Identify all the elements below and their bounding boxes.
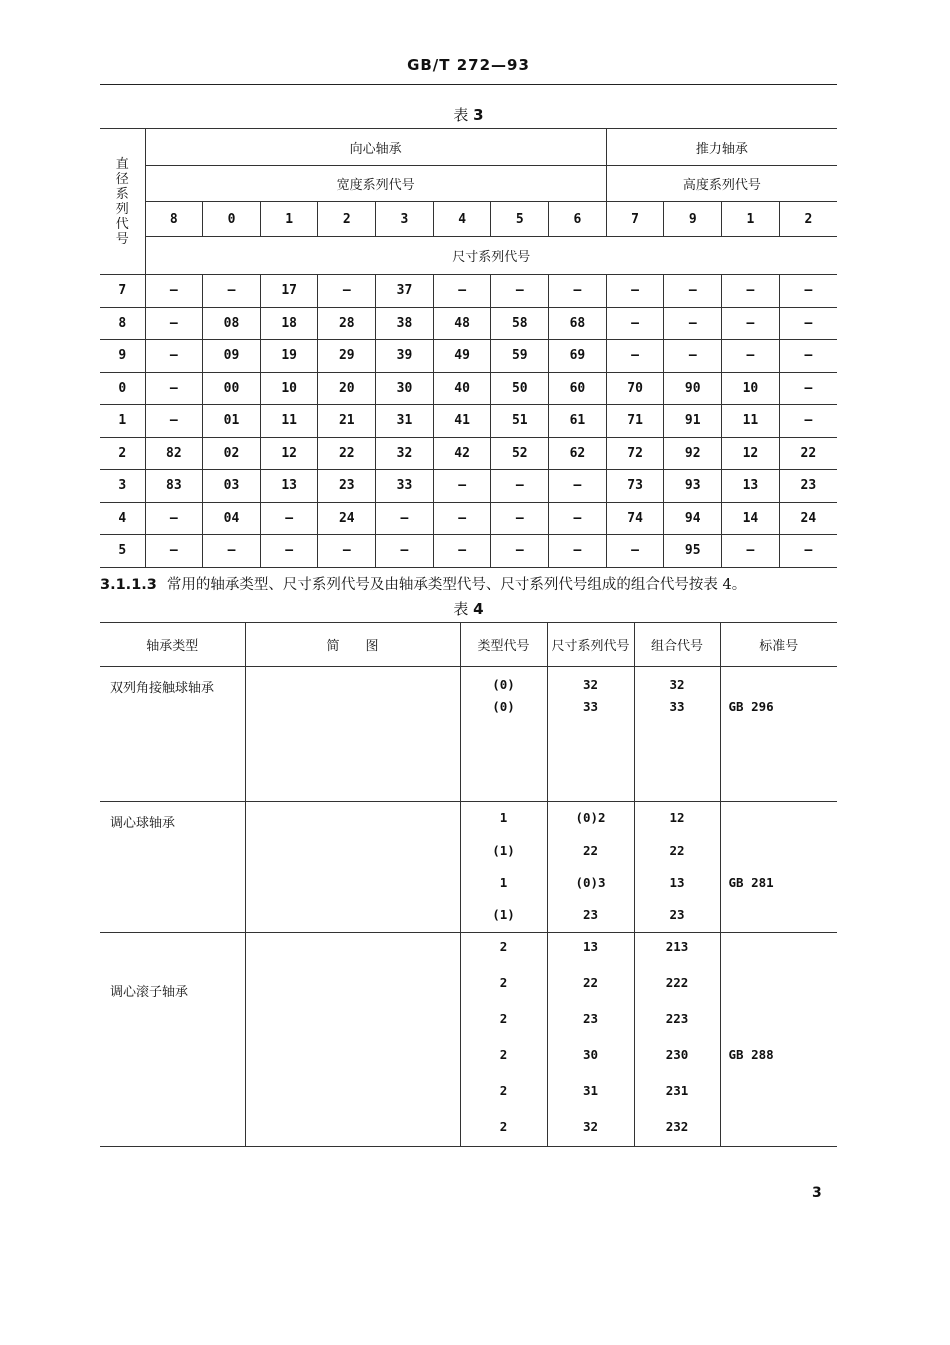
size-series-cell: 41 bbox=[433, 405, 491, 438]
size-series-cell: — bbox=[549, 470, 607, 503]
size-series-cell: 23 bbox=[318, 470, 376, 503]
diameter-series-code: 4 bbox=[100, 502, 145, 535]
type-code-value: 1 bbox=[499, 875, 508, 890]
type-code-value: 2 bbox=[499, 1119, 508, 1134]
size-series-cell: 91 bbox=[664, 405, 722, 438]
size-series-cell: 48 bbox=[433, 307, 491, 340]
table4-title-prefix: 表 bbox=[453, 600, 469, 618]
bearing-type-name: 双列角接触球轴承 bbox=[100, 667, 245, 802]
size-codes-cell bbox=[547, 802, 634, 933]
size-series-cell: 00 bbox=[203, 372, 261, 405]
size-series-cell: 83 bbox=[145, 470, 203, 503]
size-series-cell: — bbox=[203, 275, 261, 308]
size-series-cell: 33 bbox=[376, 470, 434, 503]
size-series-cell: — bbox=[318, 275, 376, 308]
size-series-cell: — bbox=[779, 405, 837, 438]
size-series-cell: 12 bbox=[260, 437, 318, 470]
series-code-header: 1 bbox=[260, 202, 318, 237]
combo-code-value: 32 bbox=[669, 677, 685, 692]
row-header-char: 代 bbox=[115, 216, 129, 232]
size-series-cell: — bbox=[433, 535, 491, 568]
diameter-series-code: 7 bbox=[100, 275, 145, 308]
size-series-cell: — bbox=[606, 535, 664, 568]
size-series-cell: 29 bbox=[318, 340, 376, 373]
size-code-value: 23 bbox=[582, 907, 599, 922]
size-series-cell: 10 bbox=[722, 372, 780, 405]
size-series-cell: 94 bbox=[664, 502, 722, 535]
size-series-cell: — bbox=[722, 535, 780, 568]
size-series-cell: — bbox=[491, 275, 549, 308]
size-series-cell: — bbox=[606, 275, 664, 308]
diagram-cell bbox=[245, 802, 460, 933]
diameter-series-code: 0 bbox=[100, 372, 145, 405]
type-code-value: 2 bbox=[499, 939, 508, 954]
size-series-cell: 71 bbox=[606, 405, 664, 438]
size-series-cell: 19 bbox=[260, 340, 318, 373]
combo-code-value: 22 bbox=[669, 843, 685, 858]
row-header-char: 系 bbox=[115, 186, 129, 202]
header-standard-number: 标准号 bbox=[720, 623, 837, 667]
bearing-group-row bbox=[100, 933, 837, 1147]
size-codes-cell bbox=[547, 667, 634, 802]
size-series-cell: 11 bbox=[722, 405, 780, 438]
size-series-cell: 59 bbox=[491, 340, 549, 373]
size-code-value: 32 bbox=[582, 1119, 599, 1134]
group-radial-bearing: 向心轴承 bbox=[145, 129, 606, 166]
size-series-cell: — bbox=[664, 275, 722, 308]
table3-title-number: 3 bbox=[473, 106, 484, 124]
type-code-value: 2 bbox=[499, 1011, 508, 1026]
size-series-cell: 13 bbox=[260, 470, 318, 503]
size-series-cell: 74 bbox=[606, 502, 664, 535]
size-series-cell: 93 bbox=[664, 470, 722, 503]
size-series-cell: 40 bbox=[433, 372, 491, 405]
size-series-cell: — bbox=[145, 275, 203, 308]
size-series-cell: 70 bbox=[606, 372, 664, 405]
table-row bbox=[100, 275, 837, 308]
size-series-cell: — bbox=[779, 535, 837, 568]
size-series-cell: 61 bbox=[549, 405, 607, 438]
row-header-char: 径 bbox=[115, 171, 129, 187]
size-code-value: 30 bbox=[582, 1047, 599, 1062]
size-series-cell: — bbox=[779, 307, 837, 340]
combo-code-value: 231 bbox=[665, 1083, 689, 1098]
diameter-series-code: 8 bbox=[100, 307, 145, 340]
size-code-value: 23 bbox=[582, 1011, 599, 1026]
size-series-cell: 60 bbox=[549, 372, 607, 405]
table-row bbox=[100, 340, 837, 373]
table-row bbox=[100, 405, 837, 438]
row-header-char: 号 bbox=[115, 231, 129, 247]
size-series-cell: — bbox=[491, 470, 549, 503]
size-series-cell: — bbox=[376, 502, 434, 535]
header-rule bbox=[100, 84, 837, 85]
table3-title bbox=[100, 104, 837, 125]
row-header-char: 列 bbox=[115, 201, 129, 217]
size-series-cell: — bbox=[318, 535, 376, 568]
header-diagram: 简 图 bbox=[245, 623, 460, 667]
size-series-cell: — bbox=[145, 340, 203, 373]
size-series-cell: — bbox=[664, 340, 722, 373]
bearing-group-row bbox=[100, 667, 837, 802]
type-codes-cell bbox=[460, 802, 547, 933]
series-code-header: 8 bbox=[145, 202, 203, 237]
combo-code-value: 232 bbox=[665, 1119, 689, 1134]
size-series-cell: 82 bbox=[145, 437, 203, 470]
size-series-cell: — bbox=[260, 535, 318, 568]
type-codes-cell bbox=[460, 933, 547, 1147]
thrust-height-series-header: 高度系列代号 bbox=[606, 166, 837, 202]
series-code-header: 1 bbox=[722, 202, 780, 237]
standard-number: GB 281 bbox=[728, 875, 774, 890]
combo-code-value: 12 bbox=[669, 810, 685, 825]
size-series-cell: 12 bbox=[722, 437, 780, 470]
type-codes-cell bbox=[460, 667, 547, 802]
size-series-cell: 32 bbox=[376, 437, 434, 470]
size-series-cell: — bbox=[145, 307, 203, 340]
size-series-cell: 04 bbox=[203, 502, 261, 535]
size-series-cell: 62 bbox=[549, 437, 607, 470]
table-row bbox=[100, 307, 837, 340]
size-series-cell: — bbox=[779, 340, 837, 373]
size-series-cell: 24 bbox=[779, 502, 837, 535]
size-series-cell: — bbox=[549, 502, 607, 535]
size-series-cell: — bbox=[433, 470, 491, 503]
size-series-cell: 52 bbox=[491, 437, 549, 470]
size-series-cell: — bbox=[433, 502, 491, 535]
standard-number: GB 296 bbox=[728, 699, 774, 714]
size-series-cell: 23 bbox=[779, 470, 837, 503]
header-type-code: 类型代号 bbox=[460, 623, 547, 667]
type-code-value: 2 bbox=[499, 975, 508, 990]
size-series-cell: 08 bbox=[203, 307, 261, 340]
combo-code-value: 33 bbox=[669, 699, 685, 714]
size-series-cell: 39 bbox=[376, 340, 434, 373]
size-series-cell: — bbox=[491, 502, 549, 535]
size-series-cell: 22 bbox=[318, 437, 376, 470]
size-series-cell: 18 bbox=[260, 307, 318, 340]
diameter-series-code: 9 bbox=[100, 340, 145, 373]
combo-codes-cell bbox=[634, 802, 720, 933]
type-code-value: 2 bbox=[499, 1083, 508, 1098]
table4-title-number: 4 bbox=[473, 600, 484, 618]
size-series-cell: 22 bbox=[779, 437, 837, 470]
row-header-char: 直 bbox=[115, 156, 129, 172]
radial-width-series-header: 宽度系列代号 bbox=[145, 166, 606, 202]
size-series-cell: — bbox=[145, 535, 203, 568]
size-series-cell: 01 bbox=[203, 405, 261, 438]
size-series-cell: — bbox=[376, 535, 434, 568]
size-series-cell: 09 bbox=[203, 340, 261, 373]
standard-number-cell bbox=[720, 802, 837, 933]
size-series-cell: 90 bbox=[664, 372, 722, 405]
series-code-header: 6 bbox=[549, 202, 607, 237]
table4 bbox=[100, 622, 837, 1147]
size-series-cell: 72 bbox=[606, 437, 664, 470]
size-series-cell: — bbox=[145, 372, 203, 405]
size-series-cell: 03 bbox=[203, 470, 261, 503]
type-code-value: 2 bbox=[499, 1047, 508, 1062]
size-series-cell: — bbox=[722, 275, 780, 308]
size-series-cell: 92 bbox=[664, 437, 722, 470]
series-code-header: 2 bbox=[779, 202, 837, 237]
bearing-type-name: 调心滚子轴承 bbox=[100, 933, 245, 1147]
size-series-cell: 17 bbox=[260, 275, 318, 308]
size-series-cell: 02 bbox=[203, 437, 261, 470]
type-code-value: (1) bbox=[492, 843, 515, 858]
size-series-cell: 73 bbox=[606, 470, 664, 503]
table-row bbox=[100, 437, 837, 470]
bearing-type-name: 调心球轴承 bbox=[100, 802, 245, 933]
series-code-header: 3 bbox=[376, 202, 434, 237]
size-series-cell: — bbox=[549, 535, 607, 568]
standard-number-cell bbox=[720, 933, 837, 1147]
size-series-cell: — bbox=[779, 372, 837, 405]
size-series-cell: — bbox=[722, 307, 780, 340]
size-series-cell: — bbox=[145, 502, 203, 535]
size-series-cell: — bbox=[433, 275, 491, 308]
table3-title-prefix: 表 bbox=[453, 106, 469, 124]
size-series-cell: — bbox=[260, 502, 318, 535]
size-series-cell: 38 bbox=[376, 307, 434, 340]
table-row bbox=[100, 535, 837, 568]
type-code-value: (0) bbox=[492, 699, 515, 714]
size-series-header: 尺寸系列代号 bbox=[145, 237, 837, 275]
combo-code-value: 223 bbox=[665, 1011, 689, 1026]
size-series-cell: 20 bbox=[318, 372, 376, 405]
header-size-series-code: 尺寸系列代号 bbox=[547, 623, 634, 667]
size-series-cell: 51 bbox=[491, 405, 549, 438]
diagram-cell bbox=[245, 933, 460, 1147]
combo-code-value: 222 bbox=[665, 975, 689, 990]
combo-code-value: 13 bbox=[669, 875, 685, 890]
combo-code-value: 230 bbox=[665, 1047, 689, 1062]
size-series-cell: 28 bbox=[318, 307, 376, 340]
series-code-header: 9 bbox=[664, 202, 722, 237]
type-code-value: (1) bbox=[492, 907, 515, 922]
type-code-value: (0) bbox=[492, 677, 515, 692]
table4-title bbox=[100, 598, 837, 619]
standard-number: GB 288 bbox=[728, 1047, 774, 1062]
size-series-cell: 58 bbox=[491, 307, 549, 340]
size-series-cell: — bbox=[606, 307, 664, 340]
size-code-value: 22 bbox=[582, 843, 599, 858]
series-code-header: 5 bbox=[491, 202, 549, 237]
clause-number: 3.1.1.3 bbox=[100, 577, 157, 593]
size-series-cell: 11 bbox=[260, 405, 318, 438]
size-series-cell: — bbox=[664, 307, 722, 340]
header-combination-code: 组合代号 bbox=[634, 623, 720, 667]
size-series-cell: — bbox=[606, 340, 664, 373]
size-series-cell: 13 bbox=[722, 470, 780, 503]
row-header-diameter-series bbox=[100, 129, 145, 275]
clause-text: 常用的轴承类型、尺寸系列代号及由轴承类型代号、尺寸系列代号组成的组合代号按表 4。 bbox=[166, 577, 747, 593]
size-series-cell: 14 bbox=[722, 502, 780, 535]
size-series-cell: — bbox=[779, 275, 837, 308]
table3 bbox=[100, 128, 837, 568]
size-series-cell: 49 bbox=[433, 340, 491, 373]
page-number: 3 bbox=[812, 1185, 822, 1201]
combo-codes-cell bbox=[634, 667, 720, 802]
diameter-series-code: 5 bbox=[100, 535, 145, 568]
table-row bbox=[100, 470, 837, 503]
bearing-group-row bbox=[100, 802, 837, 933]
table-row bbox=[100, 502, 837, 535]
size-series-cell: 30 bbox=[376, 372, 434, 405]
clause-3-1-1-3 bbox=[100, 573, 860, 594]
table-row bbox=[100, 372, 837, 405]
diameter-series-code: 2 bbox=[100, 437, 145, 470]
size-series-cell: 69 bbox=[549, 340, 607, 373]
combo-code-value: 23 bbox=[669, 907, 685, 922]
group-thrust-bearing: 推力轴承 bbox=[606, 129, 837, 166]
size-code-value: 33 bbox=[582, 699, 599, 714]
series-code-header: 0 bbox=[203, 202, 261, 237]
size-code-value: 22 bbox=[582, 975, 599, 990]
size-code-value: (0)3 bbox=[575, 875, 606, 890]
size-series-cell: 42 bbox=[433, 437, 491, 470]
series-code-header: 7 bbox=[606, 202, 664, 237]
size-series-cell: — bbox=[145, 405, 203, 438]
combo-codes-cell bbox=[634, 933, 720, 1147]
diameter-series-code: 3 bbox=[100, 470, 145, 503]
size-codes-cell bbox=[547, 933, 634, 1147]
size-series-cell: 68 bbox=[549, 307, 607, 340]
header-bearing-type: 轴承类型 bbox=[100, 623, 245, 667]
size-series-cell: — bbox=[722, 340, 780, 373]
size-series-cell: 50 bbox=[491, 372, 549, 405]
type-code-value: 1 bbox=[499, 810, 508, 825]
standard-number-cell bbox=[720, 667, 837, 802]
size-series-cell: 24 bbox=[318, 502, 376, 535]
size-code-value: 13 bbox=[582, 939, 599, 954]
size-series-cell: 37 bbox=[376, 275, 434, 308]
size-code-value: 32 bbox=[582, 677, 599, 692]
size-code-value: 31 bbox=[582, 1083, 599, 1098]
combo-code-value: 213 bbox=[665, 939, 689, 954]
size-series-cell: — bbox=[203, 535, 261, 568]
size-series-cell: 95 bbox=[664, 535, 722, 568]
diameter-series-code: 1 bbox=[100, 405, 145, 438]
size-series-cell: 21 bbox=[318, 405, 376, 438]
diagram-cell bbox=[245, 667, 460, 802]
size-code-value: (0)2 bbox=[575, 810, 606, 825]
size-series-cell: — bbox=[491, 535, 549, 568]
document-code-header: GB/T 272—93 bbox=[407, 56, 530, 74]
size-series-cell: 10 bbox=[260, 372, 318, 405]
size-series-cell: — bbox=[549, 275, 607, 308]
size-series-cell: 31 bbox=[376, 405, 434, 438]
series-code-header: 4 bbox=[433, 202, 491, 237]
series-code-header: 2 bbox=[318, 202, 376, 237]
